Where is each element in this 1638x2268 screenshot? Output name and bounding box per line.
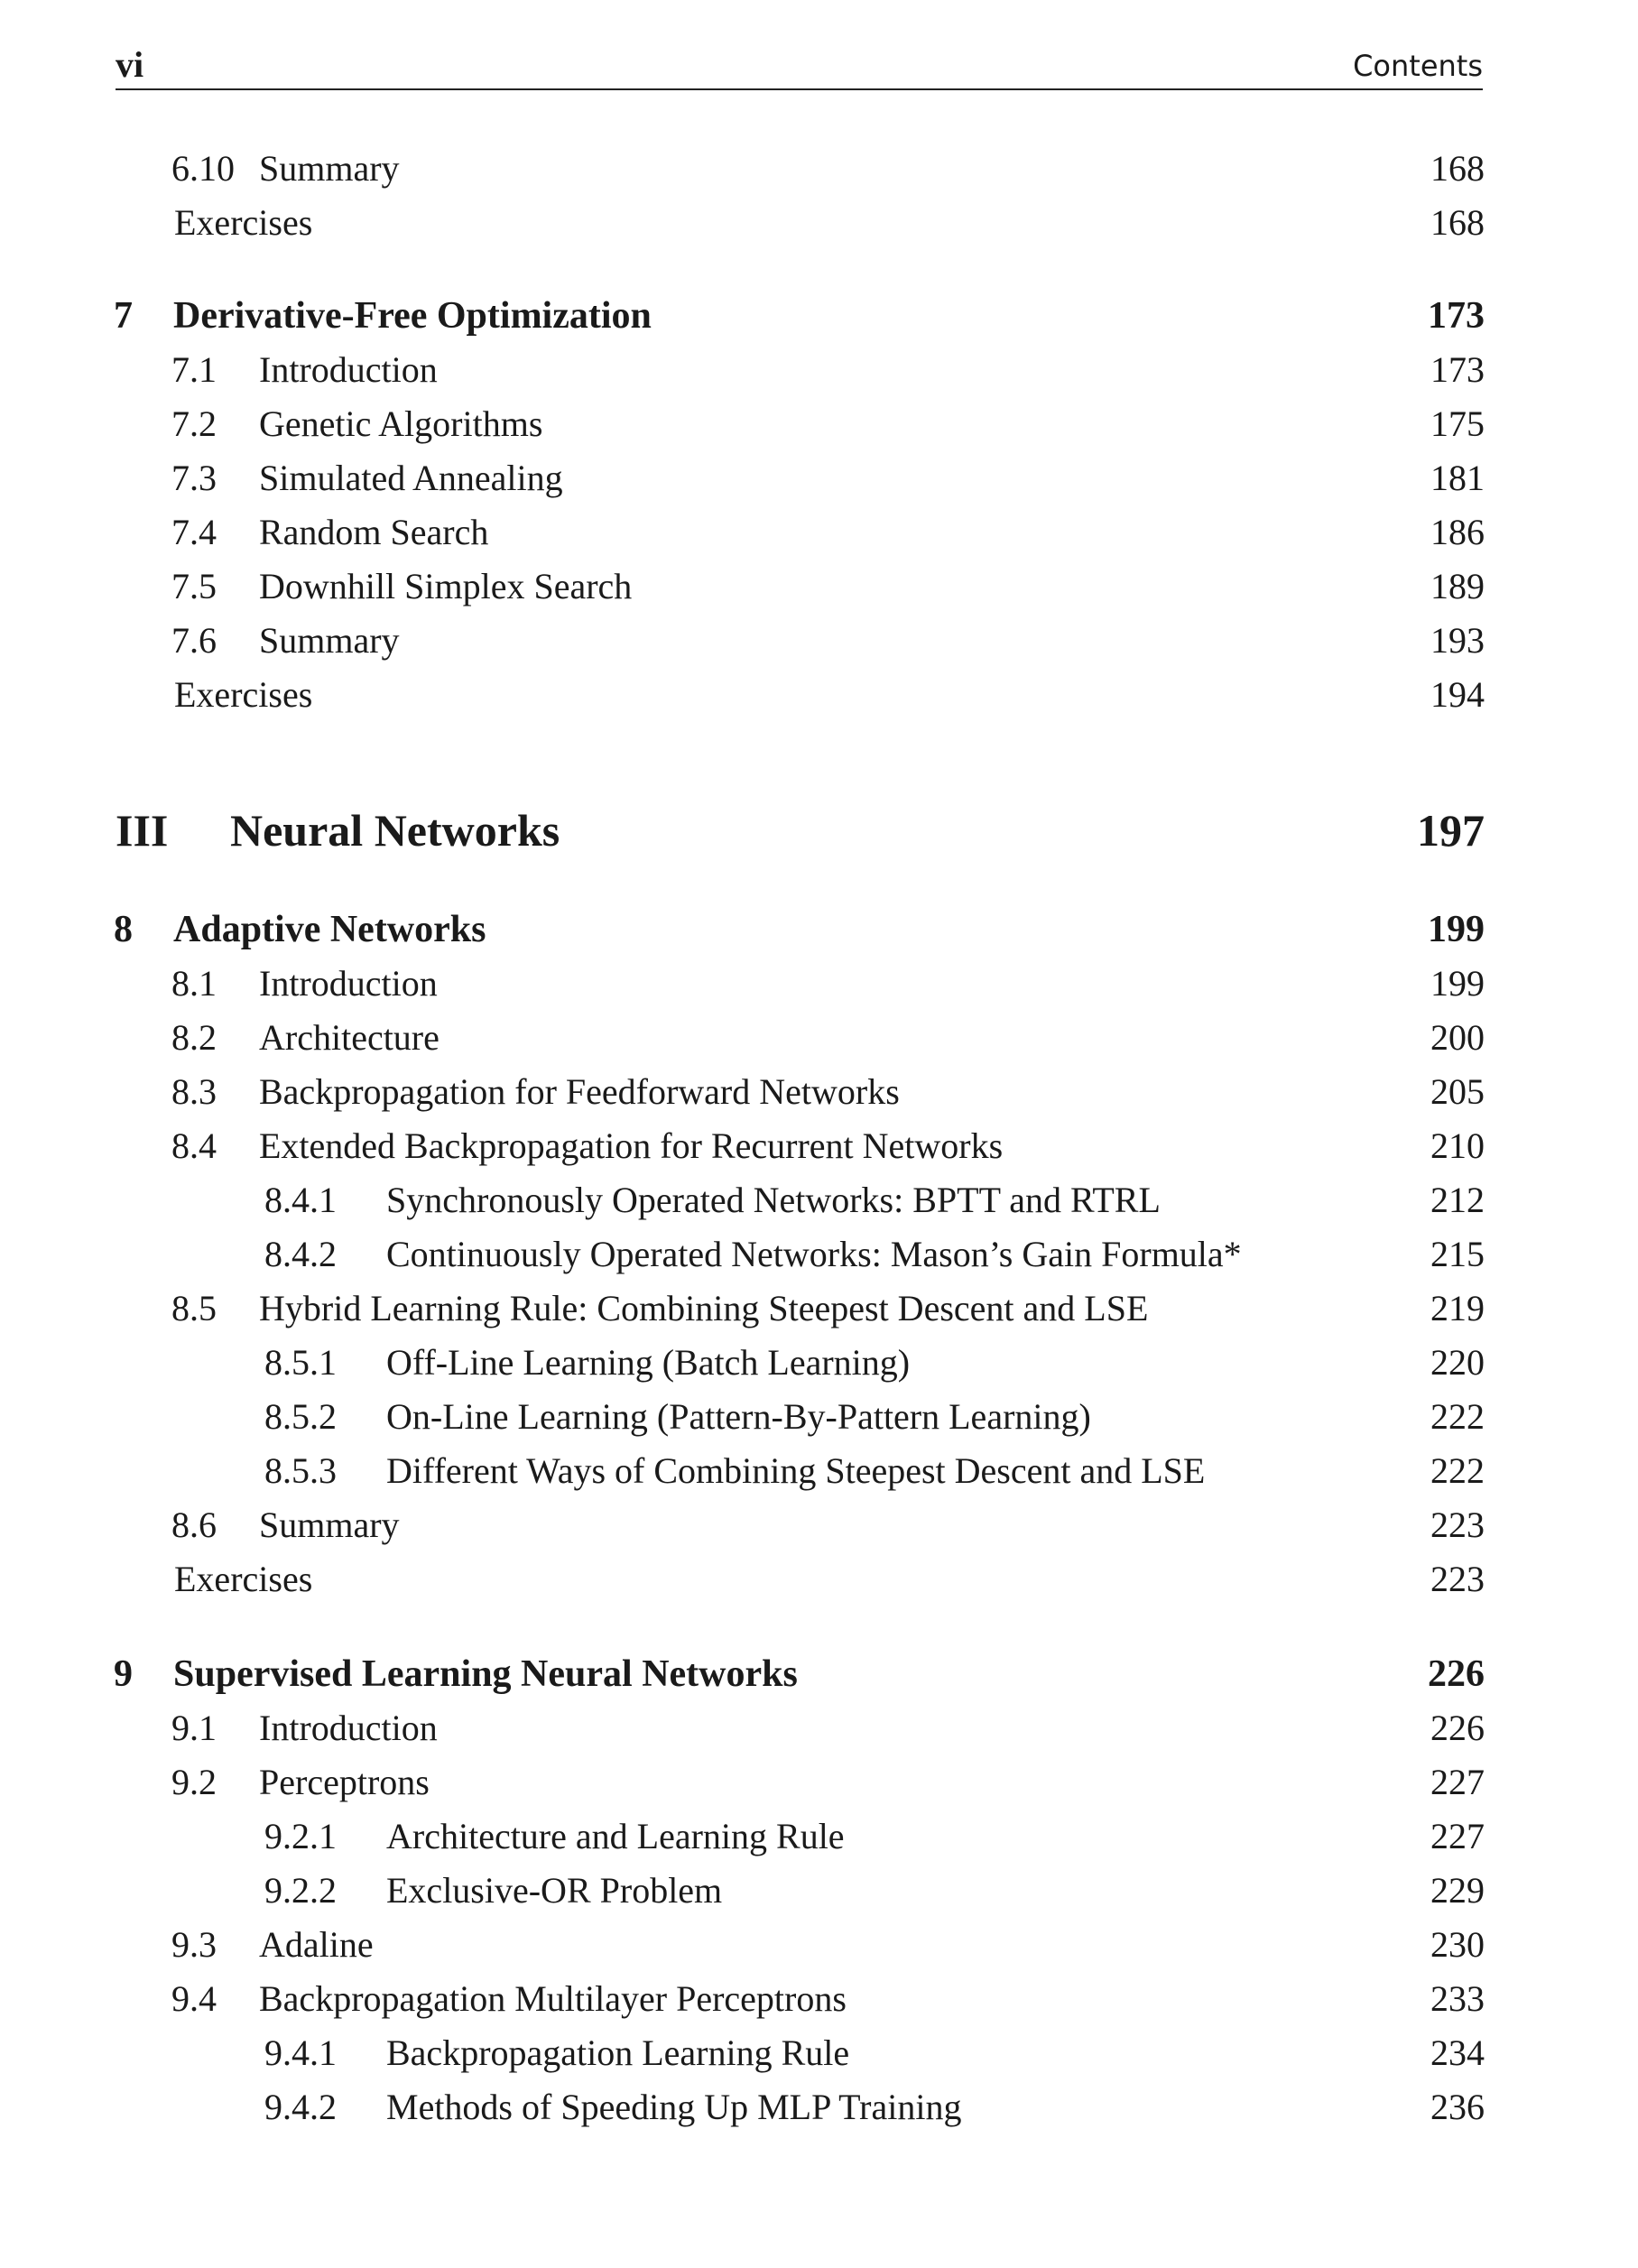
toc-entry-section: [0, 1015, 1638, 1060]
toc-entry-section: [0, 1069, 1638, 1115]
entry-number: 9.4.1: [264, 2032, 337, 2073]
entry-page: 173: [1430, 349, 1485, 390]
toc-entry-part: [0, 801, 1638, 859]
toc-entry-section: [0, 1976, 1638, 2022]
toc-entry-section: [0, 1760, 1638, 1805]
entry-number: 7.6: [171, 620, 217, 661]
entry-title: Exercises: [174, 674, 313, 715]
entry-number: 8.4.2: [264, 1234, 337, 1274]
entry-title: Genetic Algorithms: [259, 403, 543, 444]
entry-page: 181: [1430, 458, 1485, 498]
entry-number: 9.4: [171, 1978, 217, 2019]
entry-title: Perceptrons: [259, 1762, 430, 1802]
entry-page: 226: [1430, 1708, 1485, 1748]
entry-number: 8.2: [171, 1017, 217, 1058]
entry-number: III: [116, 805, 169, 856]
toc-entry-section: [0, 1124, 1638, 1169]
entry-title: Neural Networks: [230, 805, 560, 856]
entry-number: 8.1: [171, 963, 217, 1004]
toc-entry-subsection: [0, 1394, 1638, 1439]
entry-number: 8.6: [171, 1504, 217, 1545]
entry-number: 6.10: [171, 148, 235, 189]
toc-entry-subsection: [0, 1232, 1638, 1277]
entry-page: 215: [1430, 1234, 1485, 1274]
entry-page: 226: [1428, 1653, 1485, 1695]
toc-entry-exercises: [0, 200, 1638, 245]
entry-title: Summary: [259, 1504, 400, 1545]
entry-page: 189: [1430, 566, 1485, 606]
entry-page: 227: [1430, 1816, 1485, 1856]
toc-entry-section: [0, 1922, 1638, 1967]
entry-number: 8.4.1: [264, 1180, 337, 1220]
entry-page: 186: [1430, 512, 1485, 552]
toc-entry-chapter: [0, 907, 1638, 952]
entry-page: 222: [1430, 1396, 1485, 1437]
toc-entry-section: [0, 510, 1638, 555]
entry-page: 210: [1430, 1125, 1485, 1166]
entry-page: 168: [1430, 202, 1485, 243]
entry-title: Introduction: [259, 963, 438, 1004]
running-title: Contents: [1353, 49, 1483, 83]
toc-entry-section: [0, 618, 1638, 663]
entry-number: 7.5: [171, 566, 217, 606]
entry-page: 200: [1430, 1017, 1485, 1058]
entry-page: 230: [1430, 1924, 1485, 1965]
toc-entry-section: [0, 456, 1638, 501]
toc-entry-section: [0, 1503, 1638, 1548]
entry-number: 9.2.1: [264, 1816, 337, 1856]
toc-entry-subsection: [0, 1868, 1638, 1913]
toc-entry-subsection: [0, 1814, 1638, 1859]
entry-title: Adaline: [259, 1924, 374, 1965]
entry-title: Backpropagation Multilayer Perceptrons: [259, 1978, 847, 2019]
entry-title: Different Ways of Combining Steepest Descent and LSE: [386, 1450, 1206, 1491]
entry-page: 236: [1430, 2087, 1485, 2127]
page-number: vi: [116, 44, 144, 85]
entry-page: 233: [1430, 1978, 1485, 2019]
entry-page: 194: [1430, 674, 1485, 715]
entry-page: 220: [1430, 1342, 1485, 1383]
entry-title: Summary: [259, 620, 400, 661]
entry-title: Off-Line Learning (Batch Learning): [386, 1342, 911, 1383]
toc-entry-section: [0, 1286, 1638, 1331]
entry-title: Exercises: [174, 1559, 313, 1599]
entry-page: 173: [1428, 295, 1485, 337]
entry-title: Hybrid Learning Rule: Combining Steepest Descent and LSE: [259, 1288, 1149, 1328]
entry-page: 223: [1430, 1504, 1485, 1545]
entry-page: 222: [1430, 1450, 1485, 1491]
entry-title: Derivative-Free Optimization: [173, 295, 652, 337]
entry-page: 199: [1428, 909, 1485, 950]
toc-entry-chapter: [0, 1652, 1638, 1697]
toc-entry-section: [0, 564, 1638, 609]
entry-number: 8: [114, 909, 133, 950]
entry-title: Summary: [259, 148, 400, 189]
entry-page: 227: [1430, 1762, 1485, 1802]
entry-title: Adaptive Networks: [173, 909, 486, 950]
entry-title: Backpropagation Learning Rule: [386, 2032, 850, 2073]
entry-page: 212: [1430, 1180, 1485, 1220]
entry-page: 193: [1430, 620, 1485, 661]
entry-title: Continuously Operated Networks: Mason’s Gain Formula*: [386, 1234, 1242, 1274]
toc-entry-exercises: [0, 1557, 1638, 1602]
entry-number: 8.5.3: [264, 1450, 337, 1491]
entry-number: 8.4: [171, 1125, 217, 1166]
entry-number: 9.3: [171, 1924, 217, 1965]
entry-number: 7.2: [171, 403, 217, 444]
entry-number: 8.5.1: [264, 1342, 337, 1383]
toc-entry-subsection: [0, 2085, 1638, 2130]
entry-number: 9: [114, 1653, 133, 1695]
entry-page: 205: [1430, 1071, 1485, 1112]
entry-page: 234: [1430, 2032, 1485, 2073]
entry-number: 9.4.2: [264, 2087, 337, 2127]
entry-number: 9.1: [171, 1708, 217, 1748]
toc-entry-subsection: [0, 1178, 1638, 1223]
entry-number: 9.2.2: [264, 1870, 337, 1911]
entry-page: 229: [1430, 1870, 1485, 1911]
entry-title: On-Line Learning (Pattern-By-Pattern Learning): [386, 1396, 1091, 1437]
entry-number: 8.5: [171, 1288, 217, 1328]
entry-title: Simulated Annealing: [259, 458, 563, 498]
entry-title: Random Search: [259, 512, 489, 552]
toc-entry-chapter: [0, 293, 1638, 338]
entry-title: Introduction: [259, 1708, 438, 1748]
entry-page: 199: [1430, 963, 1485, 1004]
entry-title: Extended Backpropagation for Recurrent Networks: [259, 1125, 1004, 1166]
toc-entry-subsection: [0, 1340, 1638, 1385]
entry-title: Exclusive-OR Problem: [386, 1870, 723, 1911]
toc-entry-exercises: [0, 672, 1638, 717]
entry-title: Exercises: [174, 202, 313, 243]
entry-title: Synchronously Operated Networks: BPTT and RTRL: [386, 1180, 1161, 1220]
toc-entry-section: [0, 961, 1638, 1006]
entry-page: 219: [1430, 1288, 1485, 1328]
entry-title: Introduction: [259, 349, 438, 390]
entry-number: 7: [114, 295, 133, 337]
toc-entry-section: [0, 1706, 1638, 1751]
toc-entry-subsection: [0, 2031, 1638, 2076]
toc-entry-subsection: [0, 1449, 1638, 1494]
entry-number: 9.2: [171, 1762, 217, 1802]
entry-page: 168: [1430, 148, 1485, 189]
entry-number: 8.5.2: [264, 1396, 337, 1437]
entry-title: Backpropagation for Feedforward Networks: [259, 1071, 900, 1112]
entry-title: Architecture and Learning Rule: [386, 1816, 845, 1856]
toc-entry-section: [0, 402, 1638, 447]
entry-title: Architecture: [259, 1017, 440, 1058]
entry-page: 175: [1430, 403, 1485, 444]
entry-number: 7.3: [171, 458, 217, 498]
entry-page: 223: [1430, 1559, 1485, 1599]
toc-entry-section: [0, 146, 1638, 191]
entry-number: 8.3: [171, 1071, 217, 1112]
entry-title: Methods of Speeding Up MLP Training: [386, 2087, 962, 2127]
entry-number: 7.1: [171, 349, 217, 390]
entry-title: Downhill Simplex Search: [259, 566, 633, 606]
entry-number: 7.4: [171, 512, 217, 552]
entry-page: 197: [1417, 805, 1485, 856]
entry-title: Supervised Learning Neural Networks: [173, 1653, 798, 1695]
toc-entry-section: [0, 347, 1638, 393]
